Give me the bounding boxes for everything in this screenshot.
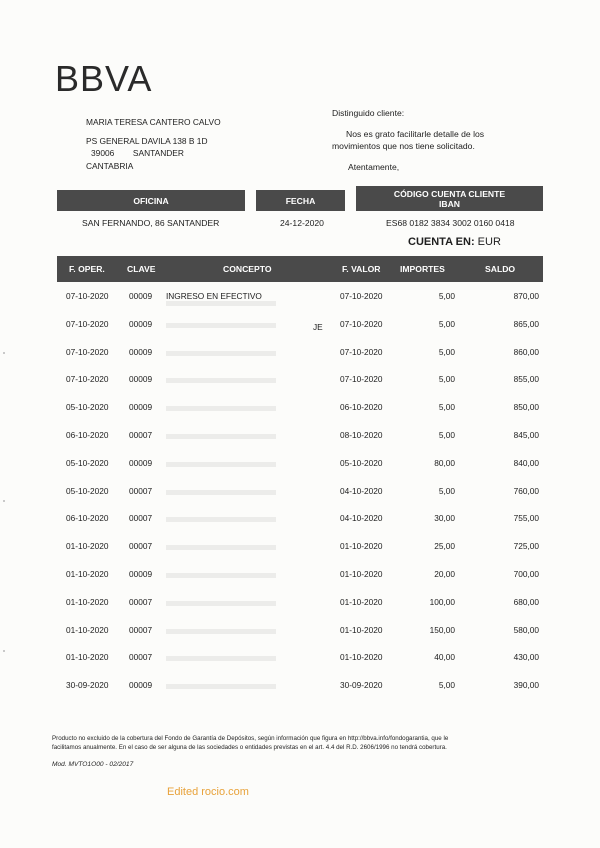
row-f-oper: 30-09-2020 — [66, 680, 109, 691]
row-saldo: 850,00 — [513, 402, 539, 413]
fecha-header — [256, 190, 345, 211]
redacted-concepto-mark — [166, 517, 276, 522]
row-f-oper: 07-10-2020 — [66, 346, 109, 357]
row-importe: 100,00 — [429, 596, 455, 607]
table-row — [0, 287, 600, 307]
row-importe: 150,00 — [429, 624, 455, 635]
redacted-concepto-mark — [166, 301, 276, 306]
row-f-oper: 07-10-2020 — [66, 374, 109, 385]
row-clave: 00007 — [129, 430, 153, 440]
row-importe: 80,00 — [434, 457, 455, 468]
row-f-valor: 01-10-2020 — [340, 652, 383, 663]
row-concepto: INGRESO EN EFECTIVO — [166, 291, 262, 301]
row-importe: 40,00 — [434, 652, 455, 663]
footer-note-line1: Producto no excluido de la cobertura del Fondo de Garantía de Depósitos, según información que figura en http://bbva.info/fondogarantia, que le — [52, 735, 449, 742]
row-importe: 5,00 — [438, 346, 455, 357]
letter-closing: Atentamente, — [348, 161, 400, 172]
row-clave: 00009 — [129, 346, 153, 357]
row-clave: 00007 — [129, 596, 153, 607]
table-row — [0, 676, 600, 696]
row-f-valor: 01-10-2020 — [340, 569, 383, 579]
redacted-concepto-mark — [166, 545, 276, 550]
redacted-concepto-mark — [166, 462, 276, 467]
redacted-concepto-mark — [166, 351, 276, 356]
row-saldo: 390,00 — [513, 680, 539, 691]
row-saldo: 700,00 — [513, 569, 539, 579]
row-saldo: 865,00 — [513, 318, 539, 329]
col-saldo: SALDO — [485, 264, 516, 274]
customer-address — [86, 116, 221, 172]
redacted-concepto-mark — [166, 323, 276, 328]
table-row — [0, 593, 600, 613]
row-f-valor: 30-09-2020 — [340, 680, 383, 691]
row-saldo: 680,00 — [513, 596, 539, 607]
letter-body-line2: movimientos que nos tiene solicitado. — [332, 141, 475, 151]
row-f-valor: 04-10-2020 — [340, 485, 383, 496]
account-currency — [408, 236, 501, 248]
table-row — [0, 537, 600, 557]
letter-salutation: Distinguido cliente: — [332, 108, 405, 118]
row-saldo: 725,00 — [513, 541, 539, 552]
row-f-oper: 01-10-2020 — [66, 569, 109, 579]
row-clave: 00007 — [129, 541, 153, 552]
table-row — [0, 621, 600, 641]
col-f-valor: F. VALOR — [342, 264, 381, 274]
row-saldo: 855,00 — [513, 374, 539, 385]
row-f-oper: 05-10-2020 — [66, 485, 109, 496]
codigo-cuenta-header — [356, 186, 543, 211]
redacted-concepto-mark — [166, 629, 276, 634]
codigo-label-line1: CÓDIGO CUENTA CLIENTE — [393, 188, 506, 199]
row-saldo: 755,00 — [513, 513, 539, 524]
row-importe: 5,00 — [438, 318, 455, 329]
row-importe: 5,00 — [438, 680, 455, 691]
currency-value: EUR — [477, 236, 501, 248]
row-importe: 30,00 — [434, 513, 455, 524]
scan-mark — [3, 650, 5, 652]
col-clave: CLAVE — [127, 264, 156, 274]
row-saldo: 840,00 — [513, 457, 539, 468]
row-f-oper: 07-10-2020 — [66, 318, 109, 329]
edited-watermark: Edited rocio.com — [167, 786, 249, 798]
row-f-valor: 01-10-2020 — [340, 541, 383, 552]
row-clave: 00007 — [129, 652, 153, 663]
row-clave: 00009 — [129, 402, 153, 413]
currency-label: CUENTA EN: — [408, 236, 475, 248]
row-saldo: 580,00 — [513, 624, 539, 635]
row-f-valor: 07-10-2020 — [340, 291, 383, 301]
table-row — [0, 454, 600, 474]
row-f-valor: 07-10-2020 — [340, 346, 383, 357]
row-clave: 00009 — [129, 318, 153, 329]
table-row — [0, 370, 600, 390]
row-importe: 5,00 — [438, 291, 455, 301]
stray-text: JE — [313, 322, 323, 332]
scan-mark — [3, 352, 5, 354]
redacted-concepto-mark — [166, 573, 276, 578]
col-importes: IMPORTES — [400, 264, 445, 274]
row-f-valor: 04-10-2020 — [340, 513, 383, 524]
row-clave: 00009 — [129, 457, 153, 468]
table-row — [0, 482, 600, 502]
table-row — [0, 315, 600, 335]
redacted-concepto-mark — [166, 406, 276, 411]
redacted-concepto-mark — [166, 656, 276, 661]
customer-name: MARIA TERESA CANTERO CALVO — [86, 117, 221, 127]
row-importe: 5,00 — [438, 402, 455, 413]
row-f-valor: 06-10-2020 — [340, 402, 383, 413]
customer-street: PS GENERAL DAVILA 138 B 1D — [86, 135, 208, 146]
row-saldo: 760,00 — [513, 485, 539, 496]
customer-postcode-city: 39006 SANTANDER — [91, 148, 184, 158]
row-saldo: 860,00 — [513, 346, 539, 357]
row-f-valor: 07-10-2020 — [340, 318, 383, 329]
footer-note-line2: facilitamos anualmente. En el caso de ser alguna de las sociedades o entidades previstas en el art. 4.4 del R.D. 2606/1996 no tendrá cobertura. — [52, 744, 447, 751]
oficina-label: OFICINA — [133, 195, 169, 206]
row-f-oper: 01-10-2020 — [66, 652, 109, 663]
iban-value: ES68 0182 3834 3002 0160 0418 — [386, 218, 515, 228]
row-importe: 5,00 — [438, 374, 455, 385]
oficina-header — [57, 190, 245, 211]
customer-region: CANTABRIA — [86, 160, 134, 171]
table-row — [0, 398, 600, 418]
row-f-oper: 05-10-2020 — [66, 457, 109, 468]
row-f-valor: 07-10-2020 — [340, 374, 383, 385]
row-clave: 00009 — [129, 374, 153, 385]
table-row — [0, 343, 600, 363]
row-f-oper: 01-10-2020 — [66, 624, 109, 635]
col-concepto: CONCEPTO — [223, 264, 272, 274]
table-row — [0, 648, 600, 668]
row-clave: 00009 — [129, 680, 153, 691]
table-row — [0, 426, 600, 446]
row-f-valor: 05-10-2020 — [340, 457, 383, 468]
footer-note — [52, 734, 552, 752]
col-f-oper: F. OPER. — [69, 264, 105, 274]
row-clave: 00007 — [129, 513, 153, 524]
row-clave: 00009 — [129, 569, 153, 579]
fecha-label: FECHA — [285, 195, 316, 206]
redacted-concepto-mark — [166, 378, 276, 383]
row-importe: 20,00 — [434, 569, 455, 579]
row-f-oper: 06-10-2020 — [66, 513, 109, 524]
row-importe: 25,00 — [434, 541, 455, 552]
row-f-valor: 01-10-2020 — [340, 624, 383, 635]
row-clave: 00007 — [129, 485, 153, 496]
row-saldo: 870,00 — [513, 291, 539, 301]
row-f-valor: 08-10-2020 — [340, 430, 383, 440]
codigo-label-line2: IBAN — [438, 198, 460, 209]
row-importe: 5,00 — [438, 430, 455, 440]
row-f-oper: 07-10-2020 — [66, 291, 109, 301]
redacted-concepto-mark — [166, 601, 276, 606]
scan-mark — [3, 500, 5, 502]
table-row — [0, 509, 600, 529]
row-f-oper: 01-10-2020 — [66, 596, 109, 607]
bbva-logo: BBVA — [55, 58, 153, 99]
row-f-valor: 01-10-2020 — [340, 596, 383, 607]
table-row — [0, 565, 600, 585]
movements-table-header — [57, 256, 543, 282]
letter-body-line1: Nos es grato facilitarle detalle de los — [346, 128, 485, 139]
oficina-value: SAN FERNANDO, 86 SANTANDER — [82, 218, 220, 228]
row-clave: 00007 — [129, 624, 153, 635]
row-saldo: 430,00 — [513, 652, 539, 663]
row-saldo: 845,00 — [513, 430, 539, 440]
row-f-oper: 05-10-2020 — [66, 402, 109, 413]
row-clave: 00009 — [129, 291, 153, 301]
row-f-oper: 01-10-2020 — [66, 541, 109, 552]
letter-text — [332, 107, 484, 173]
row-f-oper: 06-10-2020 — [66, 430, 109, 440]
row-importe: 5,00 — [438, 485, 455, 496]
model-code: Mod. MVTO1O00 - 02/2017 — [52, 761, 134, 768]
redacted-concepto-mark — [166, 490, 276, 495]
fecha-value: 24-12-2020 — [280, 218, 324, 228]
redacted-concepto-mark — [166, 684, 276, 689]
redacted-concepto-mark — [166, 434, 276, 439]
